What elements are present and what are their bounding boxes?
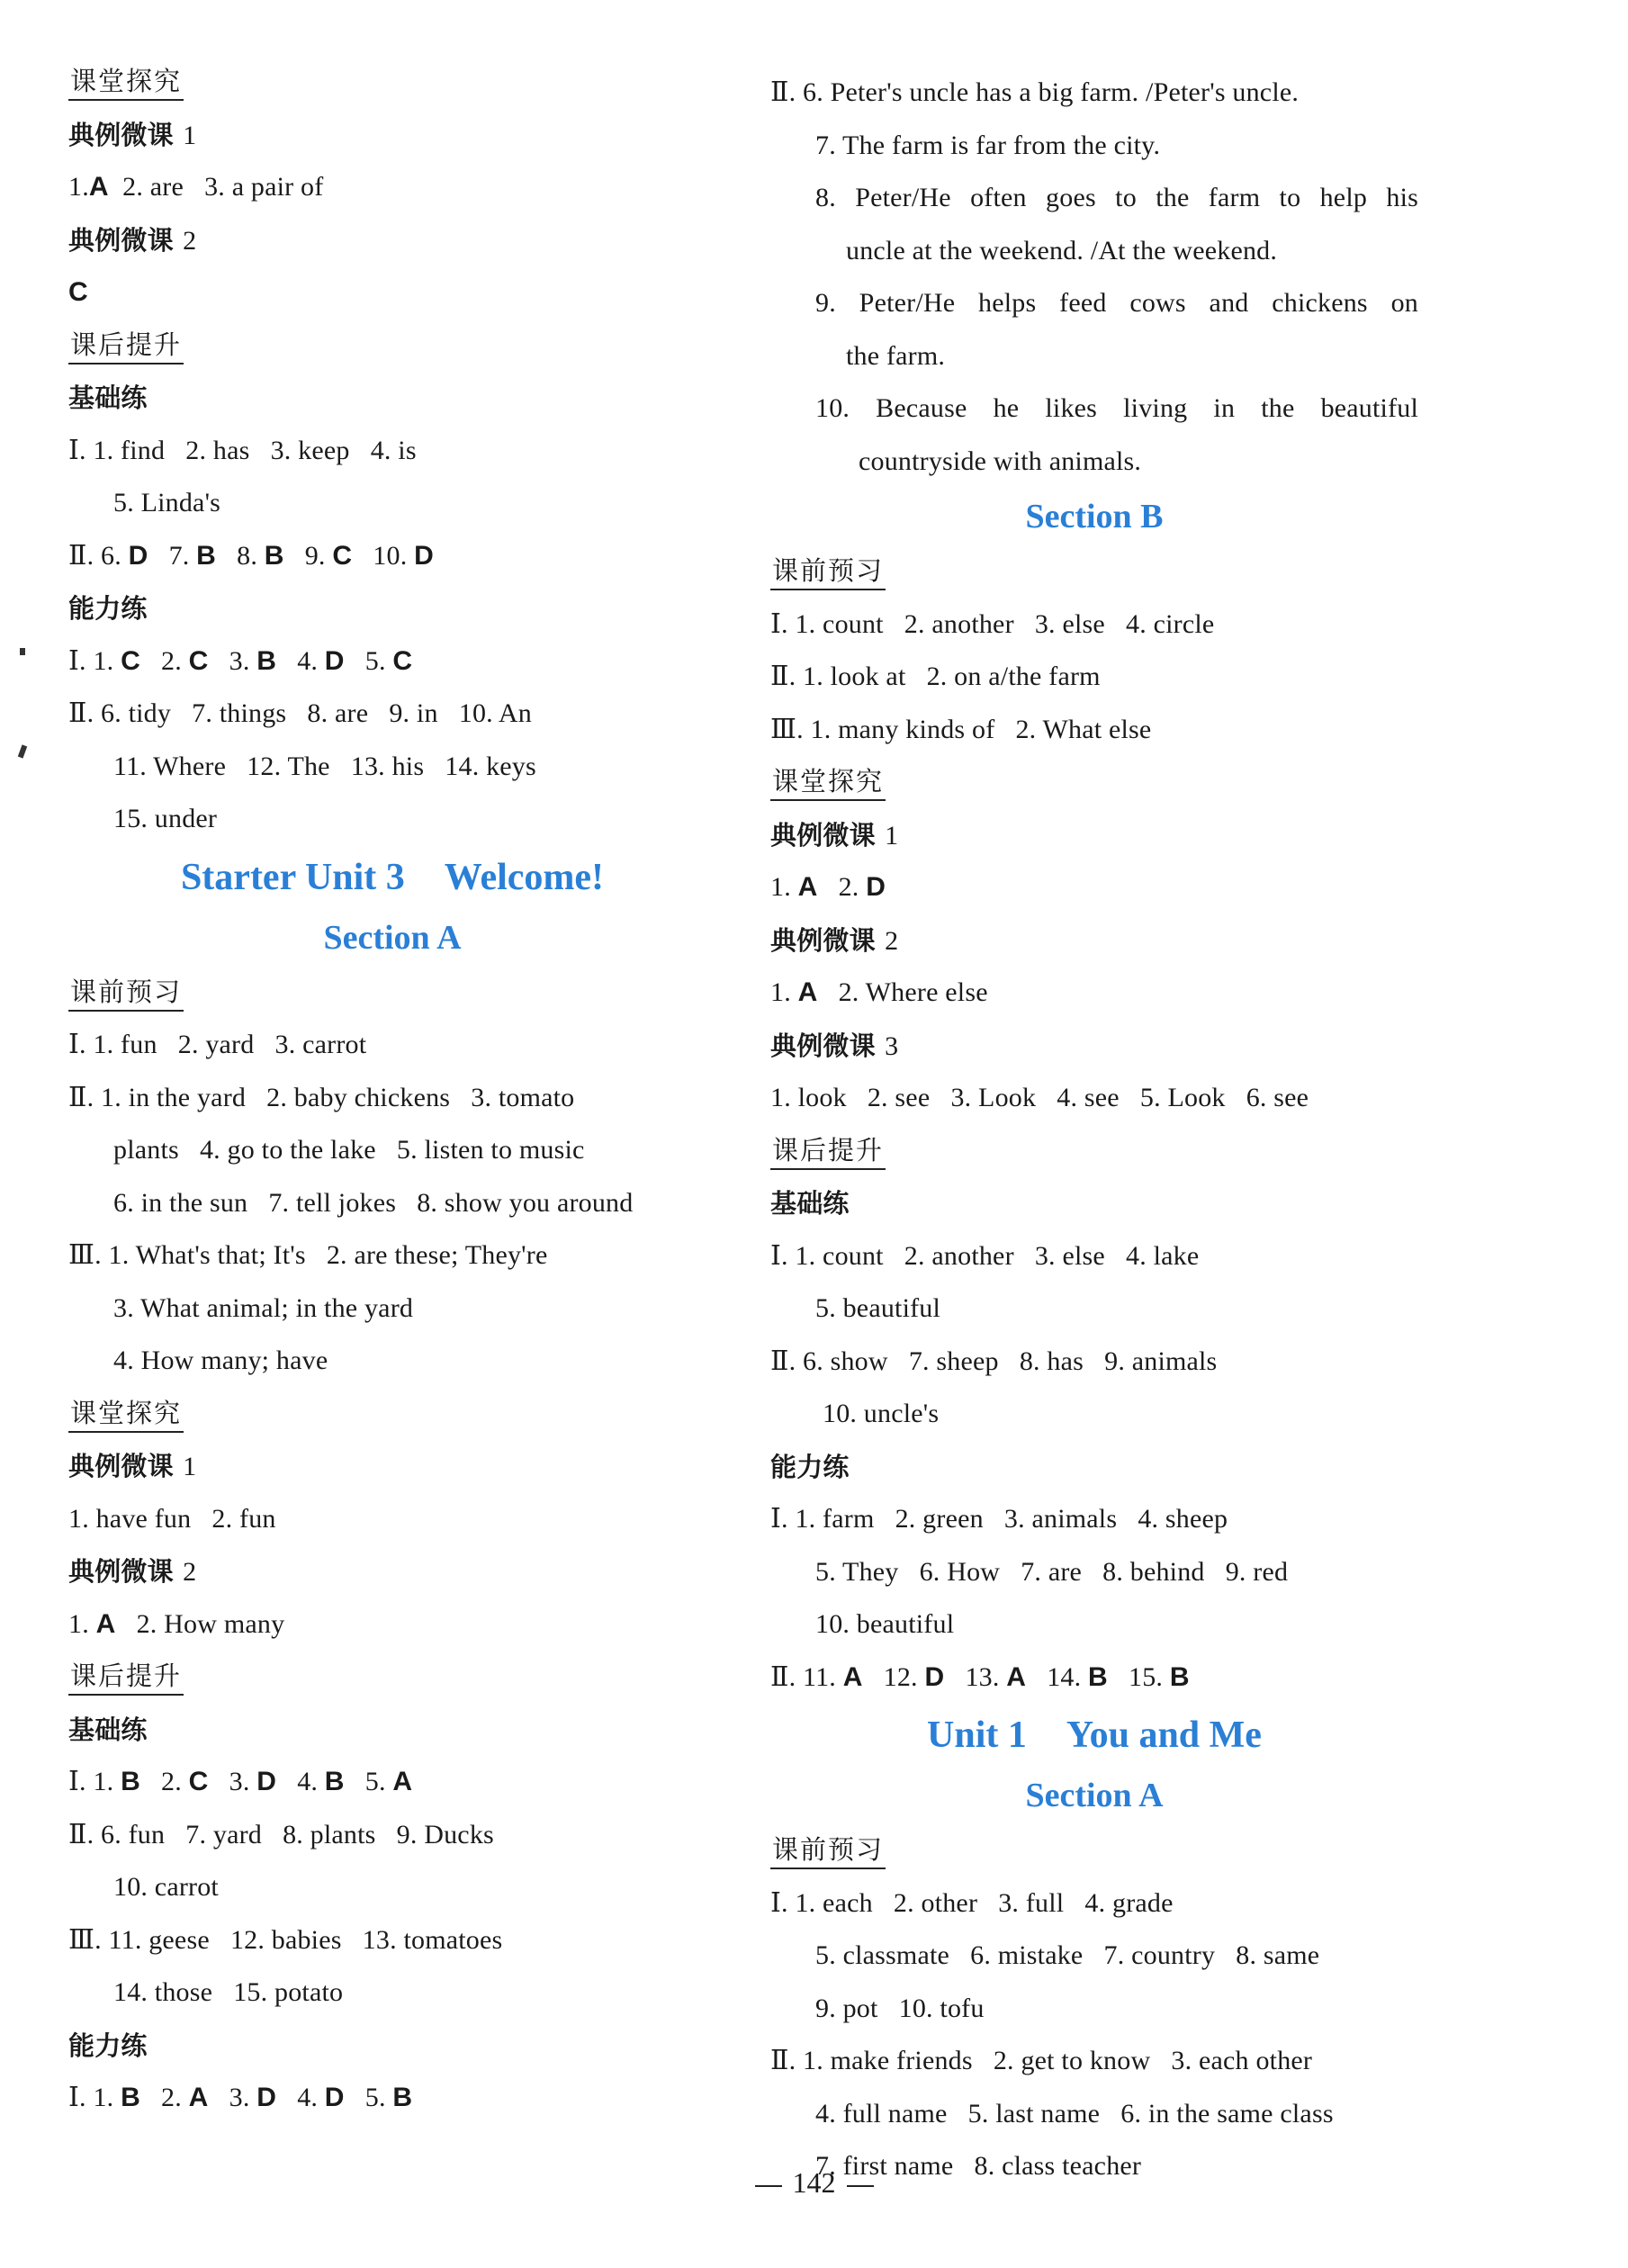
subheading: 能力练 bbox=[770, 1451, 850, 1482]
section-title: Section B bbox=[1025, 498, 1164, 536]
unit-title: Starter Unit 3 Welcome! bbox=[180, 856, 605, 898]
section-tag: 课前预习 bbox=[68, 974, 184, 1012]
section-title: Section A bbox=[1025, 1777, 1164, 1814]
subheading: 典例微课 2 bbox=[68, 224, 197, 256]
subheading: 能力练 bbox=[68, 2030, 148, 2061]
answer-line: Ⅱ. 1. in the yard 2. baby chickens 3. tomato bbox=[68, 1082, 575, 1112]
answer-line: 8. Peter/He often goes to the farm to help his bbox=[815, 183, 1418, 212]
answer-line: Ⅱ. 6. D 7. B 8. B 9. C 10. D bbox=[68, 540, 434, 571]
subheading: 典例微课 1 bbox=[68, 119, 197, 150]
answer-line: 11. Where 12. The 13. his 14. keys bbox=[113, 751, 536, 781]
answer-line: Ⅰ. 1. farm 2. green 3. animals 4. sheep bbox=[770, 1504, 1228, 1534]
answer-line: 1. have fun 2. fun bbox=[68, 1503, 276, 1534]
answer-line: Ⅱ. 6. show 7. sheep 8. has 9. animals bbox=[770, 1346, 1218, 1376]
subheading: 典例微课 3 bbox=[770, 1030, 899, 1061]
answer-line: Ⅱ. 11. A 12. D 13. A 14. B 15. B bbox=[770, 1661, 1190, 1692]
answer-line: 7. first name 8. class teacher bbox=[815, 2151, 1142, 2181]
subheading: 基础练 bbox=[770, 1188, 850, 1219]
answer-line: countryside with animals. bbox=[859, 446, 1142, 476]
answer-line: 6. in the sun 7. tell jokes 8. show you around bbox=[113, 1187, 634, 1218]
subheading: 典例微课 2 bbox=[68, 1556, 197, 1587]
answer-line: 3. What animal; in the yard bbox=[113, 1292, 414, 1323]
answer-line: 10. uncle's bbox=[823, 1399, 940, 1428]
answer-line: 14. those 15. potato bbox=[113, 1977, 344, 2007]
answer-line: 15. under bbox=[113, 804, 218, 833]
answer-line: plants 4. go to the lake 5. listen to music bbox=[113, 1135, 585, 1165]
answer-line: the farm. bbox=[846, 340, 946, 371]
margin-mark bbox=[20, 648, 25, 655]
answer-line: Ⅰ. 1. B 2. A 3. D 4. D 5. B bbox=[68, 2083, 413, 2112]
answer-line: Ⅲ. 1. What's that; It's 2. are these; They're bbox=[68, 1240, 548, 1270]
subheading: 典例微课 2 bbox=[770, 924, 899, 956]
margin-mark bbox=[18, 744, 27, 758]
section-tag: 课堂探究 bbox=[68, 63, 184, 101]
answer-line: C bbox=[68, 277, 88, 307]
subheading: 能力练 bbox=[68, 593, 148, 624]
answer-line: 10. beautiful bbox=[815, 1609, 955, 1639]
answer-line: 5. beautiful bbox=[815, 1293, 941, 1323]
answer-line: Ⅱ. 6. fun 7. yard 8. plants 9. Ducks bbox=[68, 1819, 494, 1850]
section-tag: 课堂探究 bbox=[770, 763, 886, 801]
answer-line: 9. Peter/He helps feed cows and chickens on bbox=[815, 288, 1418, 318]
section-tag: 课后提升 bbox=[68, 1658, 184, 1696]
answer-line: Ⅱ. 6. Peter's uncle has a big farm. /Peter's uncle. bbox=[770, 77, 1300, 107]
answer-line: Ⅲ. 11. geese 12. babies 13. tomatoes bbox=[68, 1924, 503, 1955]
answer-line: Ⅱ. 1. make friends 2. get to know 3. each other bbox=[770, 2046, 1313, 2075]
answer-line: Ⅱ. 1. look at 2. on a/the farm bbox=[770, 662, 1101, 691]
unit-title: Unit 1 You and Me bbox=[927, 1714, 1262, 1756]
section-tag: 课前预习 bbox=[770, 553, 886, 590]
section-tag: 课堂探究 bbox=[68, 1395, 184, 1433]
answer-line: 7. The farm is far from the city. bbox=[815, 130, 1161, 160]
answer-line: Ⅱ. 6. tidy 7. things 8. are 9. in 10. An bbox=[68, 698, 532, 728]
section-tag: 课后提升 bbox=[770, 1132, 886, 1170]
answer-line: 1. look 2. see 3. Look 4. see 5. Look 6. see bbox=[770, 1083, 1309, 1112]
right-column bbox=[770, 67, 1418, 2193]
answer-line: 1.A 2. are 3. a pair of bbox=[68, 172, 324, 202]
section-tag: 课后提升 bbox=[68, 327, 184, 364]
subheading: 基础练 bbox=[68, 382, 148, 413]
section-title: Section A bbox=[323, 918, 462, 957]
answer-line: Ⅰ. 1. C 2. C 3. B 4. D 5. C bbox=[68, 645, 413, 676]
answer-line: Ⅰ. 1. each 2. other 3. full 4. grade bbox=[770, 1887, 1174, 1918]
answer-line: Ⅰ. 1. count 2. another 3. else 4. lake bbox=[770, 1240, 1200, 1271]
answer-line: 5. They 6. How 7. are 8. behind 9. red bbox=[815, 1556, 1289, 1587]
subheading: 典例微课 1 bbox=[770, 819, 899, 850]
answer-line: 4. full name 5. last name 6. in the same class bbox=[815, 2098, 1334, 2128]
answer-line: Ⅰ. 1. fun 2. yard 3. carrot bbox=[68, 1030, 367, 1059]
answer-line: 9. pot 10. tofu bbox=[815, 1993, 985, 2023]
answer-line: Ⅰ. 1. count 2. another 3. else 4. circle bbox=[770, 608, 1215, 639]
answer-line: 5. Linda's bbox=[113, 488, 221, 518]
answer-line: 5. classmate 6. mistake 7. country 8. same bbox=[815, 1940, 1320, 1970]
answer-line: 1. A 2. D bbox=[770, 872, 886, 902]
page-number: 142 bbox=[0, 2160, 1628, 2205]
subheading: 典例微课 1 bbox=[68, 1451, 197, 1481]
subheading: 基础练 bbox=[68, 1714, 148, 1745]
answer-line: 4. How many; have bbox=[113, 1346, 328, 1375]
left-column bbox=[68, 56, 716, 2125]
answer-line: 1. A 2. Where else bbox=[770, 977, 988, 1007]
answer-line: Ⅰ. 1. B 2. C 3. D 4. B 5. A bbox=[68, 1767, 413, 1796]
answer-line: 1. A 2. How many bbox=[68, 1608, 285, 1639]
answer-line: 10. carrot bbox=[113, 1872, 219, 1902]
answer-line: uncle at the weekend. /At the weekend. bbox=[846, 235, 1278, 266]
answer-line: Ⅲ. 1. many kinds of 2. What else bbox=[770, 714, 1152, 744]
answer-line: Ⅰ. 1. find 2. has 3. keep 4. is bbox=[68, 435, 417, 465]
section-tag: 课前预习 bbox=[770, 1832, 886, 1869]
answer-line: 10. Because he likes living in the beautiful bbox=[815, 393, 1418, 423]
